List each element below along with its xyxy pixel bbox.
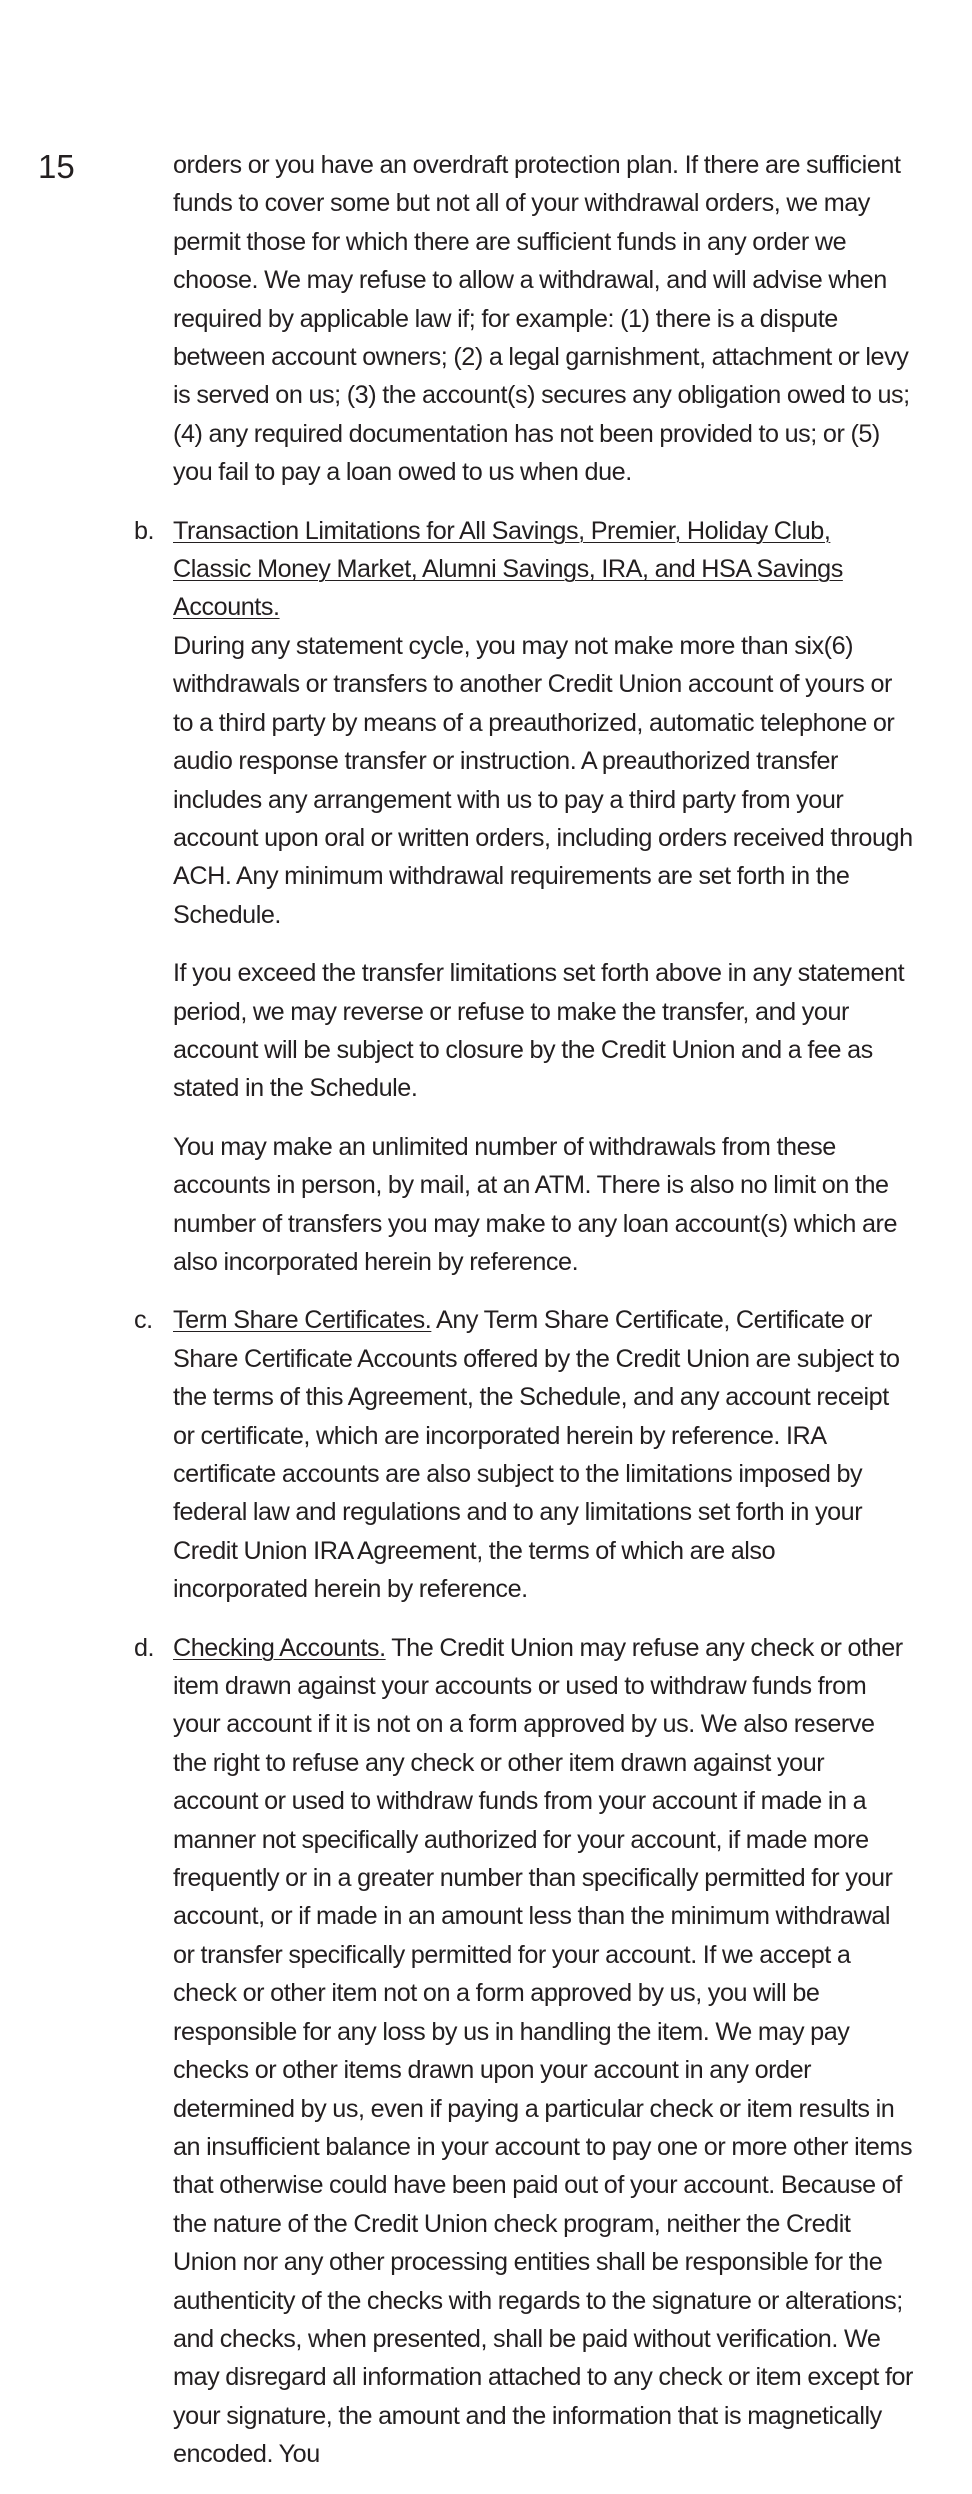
section-d-text: The Credit Union may refuse any check or other item drawn against your accounts or used to withdraw funds from your account if it is not on a form approved by us. We also reserve the right to refuse any check or other item drawn against your account or used to withdraw funds from your account if made in a manner not specifically authorized for your account, if made more frequently or in a greater number than specifically permitted for your account, or if made in an amount less than the minimum withdrawal or transfer specifically permitted for your account. If we accept a check or other item not on a form approved by us, you will be responsible for any loss by us in handling the item. We may pay checks or other items drawn upon your account in any order determined by us, even if paying a particular check or item results in an insufficient balance in your account to pay one or more other items that otherwise could have been paid out of your account. Because of the nature of the Credit Union check program, neither the Credit Union nor any other processing entities shall be responsible for the authenticity of the checks with regards to the signature or alterations; and checks, when presented, shall be paid without verification. We may disregard all information attached to any check or item except for your signature, the amount and the information that is magnetically encoded. You	[173, 1633, 913, 2469]
section-d-marker: d.	[134, 1633, 155, 1662]
page-number: 15	[38, 148, 75, 185]
section-b	[134, 512, 914, 1282]
section-b-paragraph-3: You may make an unlimited number of withdrawals from these accounts in person, by mail, at an ATM. There is also no limit on the number of transfers you may make to any loan account(s) which are also incorporated herein by reference.	[173, 1132, 898, 1276]
section-b-marker: b.	[134, 516, 155, 545]
section-b-heading: Transaction Limitations for All Savings, Premier, Holiday Club, Classic Money Market, Alumni Savings, IRA, and HSA Savings Accounts.	[173, 516, 843, 622]
section-c-marker: c.	[134, 1306, 153, 1335]
section-c-heading: Term Share Certificates.	[173, 1306, 432, 1335]
section-c-text: Any Term Share Certificate, Certificate or Share Certificate Accounts offered by the Credit Union are subject to the terms of this Agreement, the Schedule, and any account receipt or certificate, which are incorporated herein by reference. IRA certificate accounts are also subject to the limitations imposed by federal law and regulations and to any limitations set forth in your Credit Union IRA Agreement, the terms of which are also incorporated herein by reference.	[173, 1306, 900, 1604]
section-b-paragraph-2: If you exceed the transfer limitations set forth above in any statement period, we may reverse or refuse to make the transfer, and your account will be subject to closure by the Credit Union and a fee as stated in the Schedule.	[173, 959, 905, 1103]
section-d-body	[173, 1629, 914, 2474]
document-body	[134, 146, 914, 2474]
section-b-text: During any statement cycle, you may not make more than six(6) withdrawals or transfers to another Credit Union account of yours or to a third party by means of a preauthorized, automatic telephone or audio response transfer or instruction. A preauthorized transfer includes any arrangement with us to pay a third party from your account upon oral or written orders, including orders received through ACH. Any minimum withdrawal requirements are set forth in the Schedule.	[173, 631, 913, 929]
section-d	[134, 1629, 914, 2474]
section-c-body	[173, 1301, 914, 1608]
continued-paragraph: orders or you have an overdraft protection plan. If there are sufficient funds to cover some but not all of your withdrawal orders, we may permit those for which there are sufficient funds in any order we choose. We may refuse to allow a withdrawal, and will advise when required by applicable law if; for example: (1) there is a dispute between account owners; (2) a legal garnishment, attachment or levy is served on us; (3) the account(s) secures any obligation owed to us; (4) any required documentation has not been provided to us; or (5) you fail to pay a loan owed to us when due.	[173, 151, 910, 487]
section-b-body	[173, 512, 914, 934]
section-c	[134, 1301, 914, 1608]
section-d-heading: Checking Accounts.	[173, 1633, 386, 1662]
